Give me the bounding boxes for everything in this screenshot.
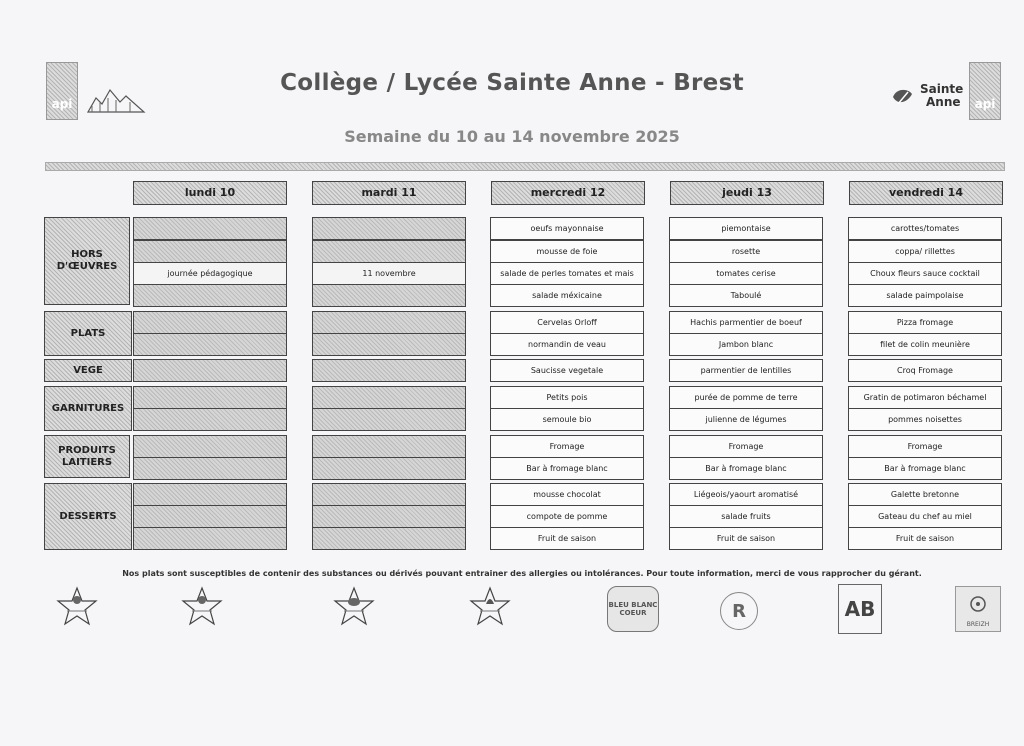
category-plats: PLATS xyxy=(44,311,132,356)
menu-cell xyxy=(133,311,287,334)
menu-item: Pizza fromage xyxy=(848,311,1002,334)
api-logo-left: api xyxy=(46,62,78,120)
menu-item: coppa/ rillettes xyxy=(848,240,1002,263)
rose-icon xyxy=(890,84,916,110)
menu-item: Galette bretonne xyxy=(848,483,1002,506)
menu-item: Gateau du chef au miel xyxy=(848,505,1002,528)
menu-item: semoule bio xyxy=(490,408,644,431)
menu-cell xyxy=(312,435,466,458)
le-porc-francais-badge xyxy=(332,586,376,630)
menu-item: Cervelas Orloff xyxy=(490,311,644,334)
menu-cell xyxy=(312,505,466,528)
menu-cell xyxy=(312,333,466,356)
allergy-notice: Nos plats sont susceptibles de contenir des substances ou dérivés pouvant entrainer des allergies ou intolérances. Pour toute information, merci de vous rapprocher du gérant. xyxy=(122,569,922,578)
menu-item: salade de perles tomates et mais xyxy=(490,262,644,285)
menu-cell xyxy=(133,457,287,480)
menu-cell xyxy=(133,408,287,431)
menu-item: compote de pomme xyxy=(490,505,644,528)
week-subtitle: Semaine du 10 au 14 novembre 2025 xyxy=(344,127,680,146)
day-header-mercredi: mercredi 12 xyxy=(491,181,645,205)
triskell-icon xyxy=(969,595,987,613)
menu-item: filet de colin meunière xyxy=(848,333,1002,356)
menu-item: oeufs mayonnaise xyxy=(490,217,644,240)
menu-item: purée de pomme de terre xyxy=(669,386,823,409)
menu-cell xyxy=(312,240,466,263)
menu-item: Fruit de saison xyxy=(490,527,644,550)
breizh-badge: BREIZH xyxy=(955,586,1001,632)
menu-cell xyxy=(133,483,287,506)
category-hors-doeuvres: HORS D'ŒUVRES xyxy=(44,217,130,305)
menu-cell xyxy=(133,333,287,356)
menu-item: Saucisse vegetale xyxy=(490,359,644,382)
menu-cell xyxy=(312,284,466,307)
category-garnitures: GARNITURES xyxy=(44,386,132,431)
bleu-blanc-coeur-badge: BLEU BLANC COEUR xyxy=(607,586,659,632)
menu-item: Fromage xyxy=(669,435,823,458)
menu-item: Fromage xyxy=(848,435,1002,458)
category-vege: VEGE xyxy=(44,359,132,382)
menu-item: Choux fleurs sauce cocktail xyxy=(848,262,1002,285)
viande-de-veau-francaise-badge xyxy=(180,586,224,630)
page-title: Collège / Lycée Sainte Anne - Brest xyxy=(280,70,744,96)
menu-cell xyxy=(133,386,287,409)
menu-cell xyxy=(133,240,287,263)
menu-item: Petits pois xyxy=(490,386,644,409)
menu-item: Taboulé xyxy=(669,284,823,307)
menu-item: mousse de foie xyxy=(490,240,644,263)
header-rule xyxy=(45,162,1005,171)
menu-item: salade fruits xyxy=(669,505,823,528)
menu-item: pommes noisettes xyxy=(848,408,1002,431)
menu-item: Fruit de saison xyxy=(669,527,823,550)
menu-cell xyxy=(133,217,287,240)
day-header-mardi: mardi 11 xyxy=(312,181,466,205)
menu-item: julienne de légumes xyxy=(669,408,823,431)
sainte-anne-logo: Sainte Anne xyxy=(890,78,965,118)
menu-cell xyxy=(312,527,466,550)
closed-note-lundi: journée pédagogique xyxy=(133,262,287,285)
closed-note-mardi: 11 novembre xyxy=(312,262,466,285)
menu-item: rosette xyxy=(669,240,823,263)
menu-cell xyxy=(312,217,466,240)
menu-cell xyxy=(312,359,466,382)
menu-item: Bar à fromage blanc xyxy=(848,457,1002,480)
menu-item: Jambon blanc xyxy=(669,333,823,356)
menu-cell xyxy=(133,505,287,528)
category-produits-laitiers: PRODUITS LAITIERS xyxy=(44,435,130,478)
menu-item: Bar à fromage blanc xyxy=(669,457,823,480)
menu-cell xyxy=(133,435,287,458)
menu-item: mousse chocolat xyxy=(490,483,644,506)
menu-item: tomates cerise xyxy=(669,262,823,285)
menu-cell xyxy=(312,311,466,334)
api-logo-right: api xyxy=(969,62,1001,120)
menu-cell xyxy=(312,457,466,480)
menu-item: parmentier de lentilles xyxy=(669,359,823,382)
menu-item: piemontaise xyxy=(669,217,823,240)
menu-item: carottes/tomates xyxy=(848,217,1002,240)
day-header-jeudi: jeudi 13 xyxy=(670,181,824,205)
menu-item: Croq Fromage xyxy=(848,359,1002,382)
menu-item: normandin de veau xyxy=(490,333,644,356)
menu-cell xyxy=(133,527,287,550)
menu-item: Bar à fromage blanc xyxy=(490,457,644,480)
agriculture-biologique-badge: AB xyxy=(838,584,882,634)
menu-cell xyxy=(133,359,287,382)
viande-bovine-francaise-badge xyxy=(55,586,99,630)
menu-item: salade paimpolaise xyxy=(848,284,1002,307)
menu-item: salade méxicaine xyxy=(490,284,644,307)
menu-cell xyxy=(133,284,287,307)
day-header-vendredi: vendredi 14 xyxy=(849,181,1003,205)
menu-item: Liégeois/yaourt aromatisé xyxy=(669,483,823,506)
menu-item: Hachis parmentier de boeuf xyxy=(669,311,823,334)
menu-item: Fromage xyxy=(490,435,644,458)
menu-cell xyxy=(312,408,466,431)
label-rouge-badge: R xyxy=(720,592,758,630)
day-header-lundi: lundi 10 xyxy=(133,181,287,205)
category-desserts: DESSERTS xyxy=(44,483,132,550)
menu-cell xyxy=(312,483,466,506)
menu-item: Gratin de potimaron béchamel xyxy=(848,386,1002,409)
menu-item: Fruit de saison xyxy=(848,527,1002,550)
volaille-francaise-badge xyxy=(468,586,512,630)
menu-cell xyxy=(312,386,466,409)
